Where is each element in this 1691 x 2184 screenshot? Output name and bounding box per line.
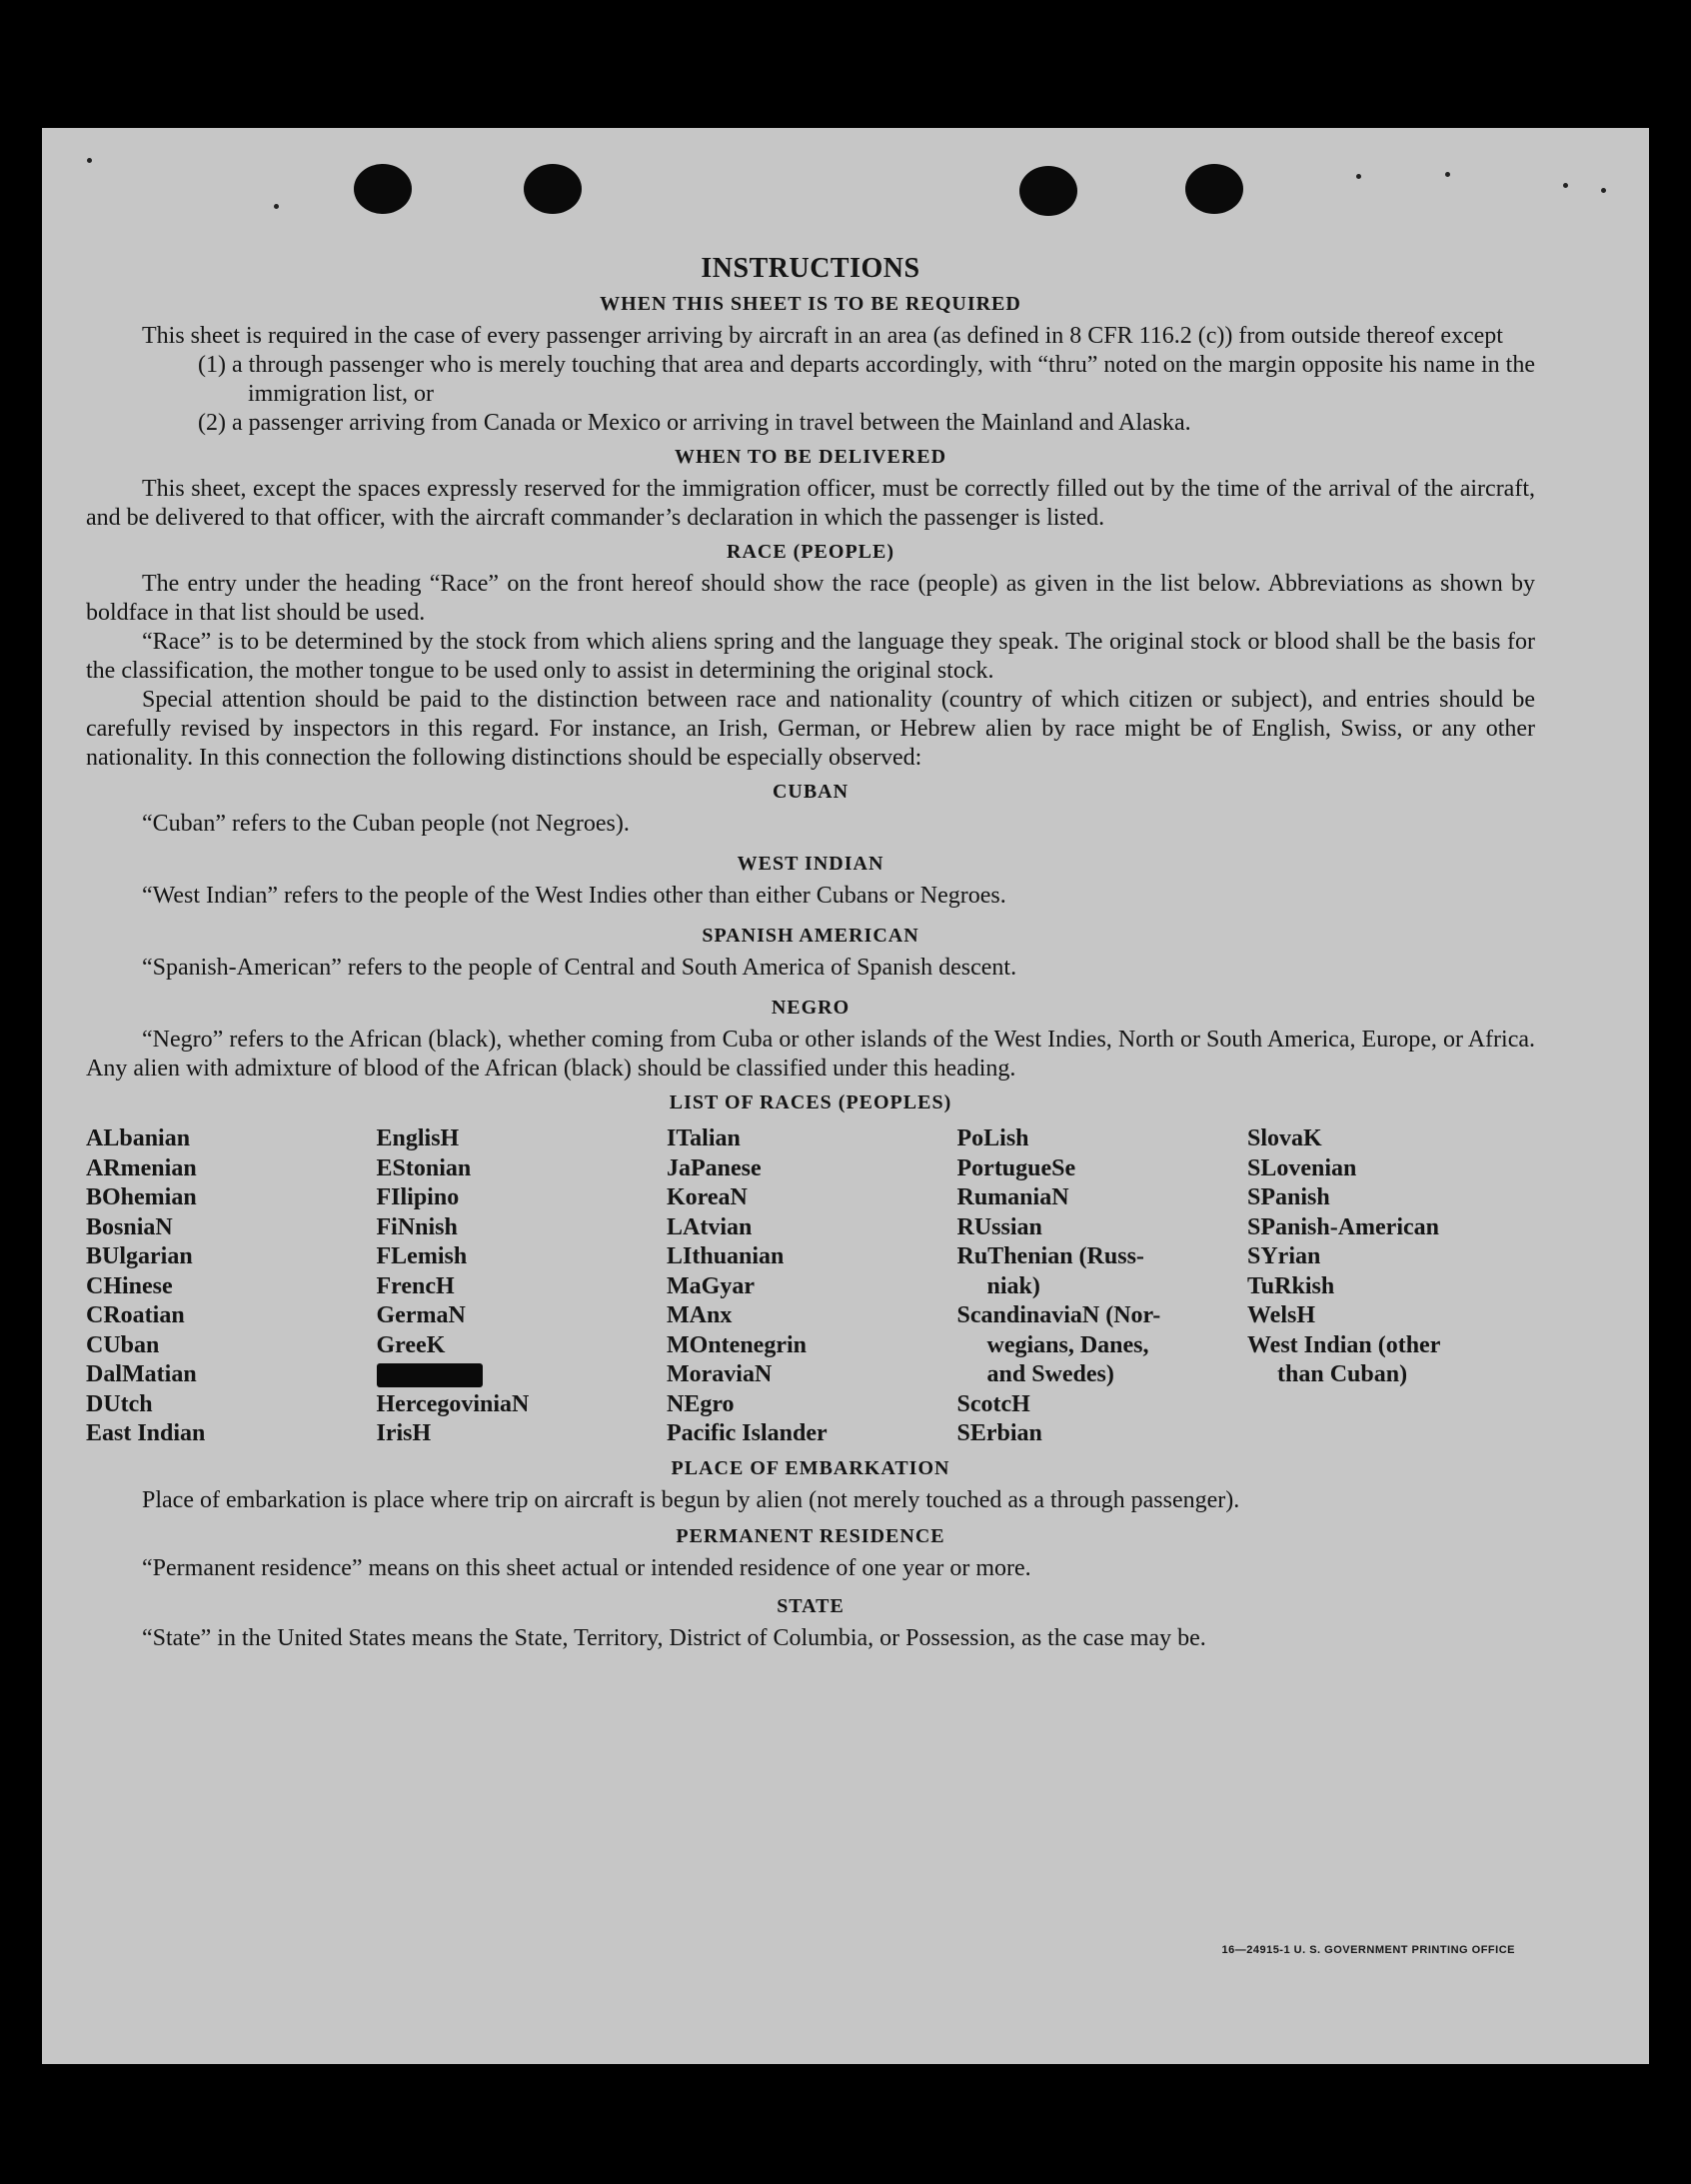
race-entry: CUban bbox=[86, 1331, 160, 1358]
section-paragraph: “State” in the United States means the State, Territory, District of Columbia, or Possession, as the case may be. bbox=[142, 1624, 1206, 1651]
race-entry: MaGyar bbox=[667, 1272, 755, 1299]
document-sheet bbox=[42, 128, 1649, 2064]
race-entry: niak) bbox=[986, 1272, 1040, 1299]
section-negro bbox=[86, 997, 1535, 1084]
section-paragraph: “Permanent residence” means on this sheet actual or intended residence of one year or more. bbox=[142, 1554, 1031, 1581]
punch-hole bbox=[1185, 164, 1243, 214]
races-list bbox=[86, 1124, 1535, 1449]
speck bbox=[274, 204, 279, 209]
race-entry: SLovenian bbox=[1247, 1154, 1357, 1181]
race-entry: GermaN bbox=[376, 1302, 466, 1328]
race-entry: RuThenian (Russ- bbox=[956, 1243, 1144, 1269]
race-entry: TuRkish bbox=[1247, 1272, 1335, 1299]
section-paragraph: Place of embarkation is place where trip on aircraft is begun by alien (not merely touched as a through passenger). bbox=[142, 1486, 1240, 1513]
section-heading: CUBAN bbox=[772, 781, 849, 803]
speck bbox=[87, 158, 92, 163]
race-entry: SErbian bbox=[956, 1420, 1042, 1446]
speck bbox=[1356, 174, 1361, 179]
races-column bbox=[667, 1124, 954, 1449]
section-heading: RACE (PEOPLE) bbox=[727, 541, 894, 563]
race-entry: West Indian (other bbox=[1247, 1331, 1441, 1358]
section-heading: STATE bbox=[777, 1594, 845, 1617]
section-spanish-american bbox=[86, 925, 1535, 983]
section-paragraph: “Cuban” refers to the Cuban people (not Negroes). bbox=[142, 811, 630, 837]
race-entry: Pacific Islander bbox=[667, 1420, 828, 1446]
race-entry: CRoatian bbox=[86, 1302, 185, 1328]
race-entry: EnglisH bbox=[376, 1125, 460, 1151]
section-embarkation bbox=[86, 1457, 1535, 1515]
race-entry: ScandinaviaN (Nor- bbox=[956, 1302, 1161, 1328]
speck bbox=[1445, 172, 1450, 177]
race-entry: LIthuanian bbox=[667, 1243, 785, 1269]
race-entry: MOntenegrin bbox=[667, 1331, 807, 1358]
redaction-mark bbox=[377, 1363, 483, 1387]
punch-hole bbox=[524, 164, 582, 214]
section-paragraph: Special attention should be paid to the distinction between race and nationality (country of which citizen or subject), and entries should be carefully revised by inspectors in this regard. For instance, an Irish, German, or Hebrew alien by race might be of English, Swiss, or any other nationality. In this connection the following distinctions should be especially observed: bbox=[86, 687, 1535, 771]
section-paragraph: The entry under the heading “Race” on the front hereof should show the race (people) as given in the list below. Abbreviations as shown by boldface in that list should be used. bbox=[86, 571, 1535, 626]
race-entry: PoLish bbox=[956, 1125, 1029, 1151]
section-paragraph: This sheet is required in the case of every passenger arriving by aircraft in an area (as defined in 8 CFR 116.2 (c)) from outside thereof except bbox=[142, 323, 1503, 349]
race-entry: EStonian bbox=[376, 1154, 472, 1181]
section-heading: SPANISH AMERICAN bbox=[702, 925, 919, 947]
races-column bbox=[957, 1124, 1245, 1449]
race-entry: WelsH bbox=[1247, 1302, 1316, 1328]
speck bbox=[1601, 188, 1606, 193]
race-entry: RumaniaN bbox=[956, 1184, 1069, 1210]
race-entry: BUlgarian bbox=[86, 1243, 193, 1269]
print-code: 16—24915-1 U. S. GOVERNMENT PRINTING OFFICE bbox=[1221, 1944, 1515, 1956]
race-entry: DalMatian bbox=[86, 1361, 197, 1387]
races-heading: LIST OF RACES (PEOPLES) bbox=[669, 1092, 952, 1113]
race-entry: SlovaK bbox=[1247, 1125, 1322, 1151]
section-residence bbox=[86, 1525, 1535, 1583]
race-entry: MAnx bbox=[667, 1302, 733, 1328]
section-state bbox=[86, 1595, 1535, 1653]
race-entry: DUtch bbox=[86, 1390, 153, 1417]
races-column bbox=[377, 1124, 665, 1449]
section-paragraph: “Race” is to be determined by the stock from which aliens spring and the language they speak. The original stock or blood shall be the basis for the classification, the mother tongue to be used only to assist in determining the original stock. bbox=[86, 629, 1535, 684]
section-heading: WHEN TO BE DELIVERED bbox=[674, 446, 947, 468]
section-required bbox=[86, 293, 1535, 438]
race-entry: than Cuban) bbox=[1277, 1361, 1408, 1387]
section-heading: NEGRO bbox=[771, 997, 850, 1019]
section-heading: WHEN THIS SHEET IS TO BE REQUIRED bbox=[600, 293, 1021, 315]
race-entry: LAtvian bbox=[667, 1213, 753, 1240]
section-race bbox=[86, 541, 1535, 773]
race-entry: IrisH bbox=[376, 1420, 432, 1446]
race-entry: BosniaN bbox=[86, 1213, 173, 1240]
section-heading: PERMANENT RESIDENCE bbox=[676, 1524, 945, 1547]
race-entry: SYrian bbox=[1247, 1243, 1321, 1269]
race-entry: HercegoviniaN bbox=[376, 1390, 530, 1417]
race-entry: FrencH bbox=[376, 1272, 455, 1299]
section-paragraph: “West Indian” refers to the people of the West Indies other than either Cubans or Negroes. bbox=[142, 883, 1006, 909]
race-entry: RUssian bbox=[956, 1213, 1042, 1240]
race-entry: East Indian bbox=[86, 1420, 206, 1446]
punch-hole bbox=[354, 164, 412, 214]
races-column bbox=[1247, 1124, 1535, 1449]
race-entry: FIlipino bbox=[376, 1184, 460, 1210]
race-entry: ITalian bbox=[667, 1125, 741, 1151]
race-entry: ARmenian bbox=[86, 1154, 197, 1181]
race-entry: ALbanian bbox=[86, 1125, 191, 1151]
race-entry: and Swedes) bbox=[986, 1361, 1114, 1387]
section-delivered bbox=[86, 446, 1535, 533]
race-entry: KoreaN bbox=[667, 1184, 748, 1210]
race-entry: GreeK bbox=[376, 1331, 446, 1358]
section-west-indian bbox=[86, 853, 1535, 911]
section-paragraph: “Spanish-American” refers to the people of Central and South America of Spanish descent. bbox=[142, 955, 1017, 981]
section-paragraph: This sheet, except the spaces expressly reserved for the immigration officer, must be correctly filled out by the time of the arrival of the aircraft, and be delivered to that officer, with the aircraft commander’s declaration in which the passenger is listed. bbox=[86, 476, 1535, 531]
race-entry: FiNnish bbox=[376, 1213, 458, 1240]
instructions-content bbox=[86, 253, 1535, 1653]
race-entry: SPanish-American bbox=[1247, 1213, 1439, 1240]
race-entry: ScotcH bbox=[956, 1390, 1030, 1417]
race-entry: NEgro bbox=[667, 1390, 735, 1417]
punch-hole bbox=[1019, 166, 1077, 216]
section-cuban bbox=[86, 781, 1535, 839]
page-title: INSTRUCTIONS bbox=[701, 253, 920, 284]
races-column bbox=[86, 1124, 374, 1449]
list-item: (2) a passenger arriving from Canada or Mexico or arriving in travel between the Mainland and Alaska. bbox=[198, 410, 1191, 436]
section-paragraph: “Negro” refers to the African (black), whether coming from Cuba or other islands of the West Indies, North or South America, Europe, or Africa. Any alien with admixture of blood of the African (black) should be classified under this heading. bbox=[86, 1027, 1535, 1082]
race-entry: CHinese bbox=[86, 1272, 173, 1299]
race-entry: BOhemian bbox=[86, 1184, 197, 1210]
speck bbox=[1563, 183, 1568, 188]
section-heading: PLACE OF EMBARKATION bbox=[671, 1456, 950, 1479]
race-entry: MoraviaN bbox=[667, 1361, 773, 1387]
race-entry: FLemish bbox=[376, 1243, 468, 1269]
race-entry: JaPanese bbox=[667, 1154, 762, 1181]
race-entry: PortugueSe bbox=[956, 1154, 1076, 1181]
race-entry: SPanish bbox=[1247, 1184, 1330, 1210]
redacted-entry bbox=[377, 1360, 665, 1390]
section-heading: WEST INDIAN bbox=[737, 853, 884, 875]
race-entry: wegians, Danes, bbox=[986, 1331, 1149, 1358]
list-item: (1) a through passenger who is merely touching that area and departs accordingly, with “thru” noted on the margin opposite his name in the immigration list, or bbox=[198, 352, 1535, 407]
